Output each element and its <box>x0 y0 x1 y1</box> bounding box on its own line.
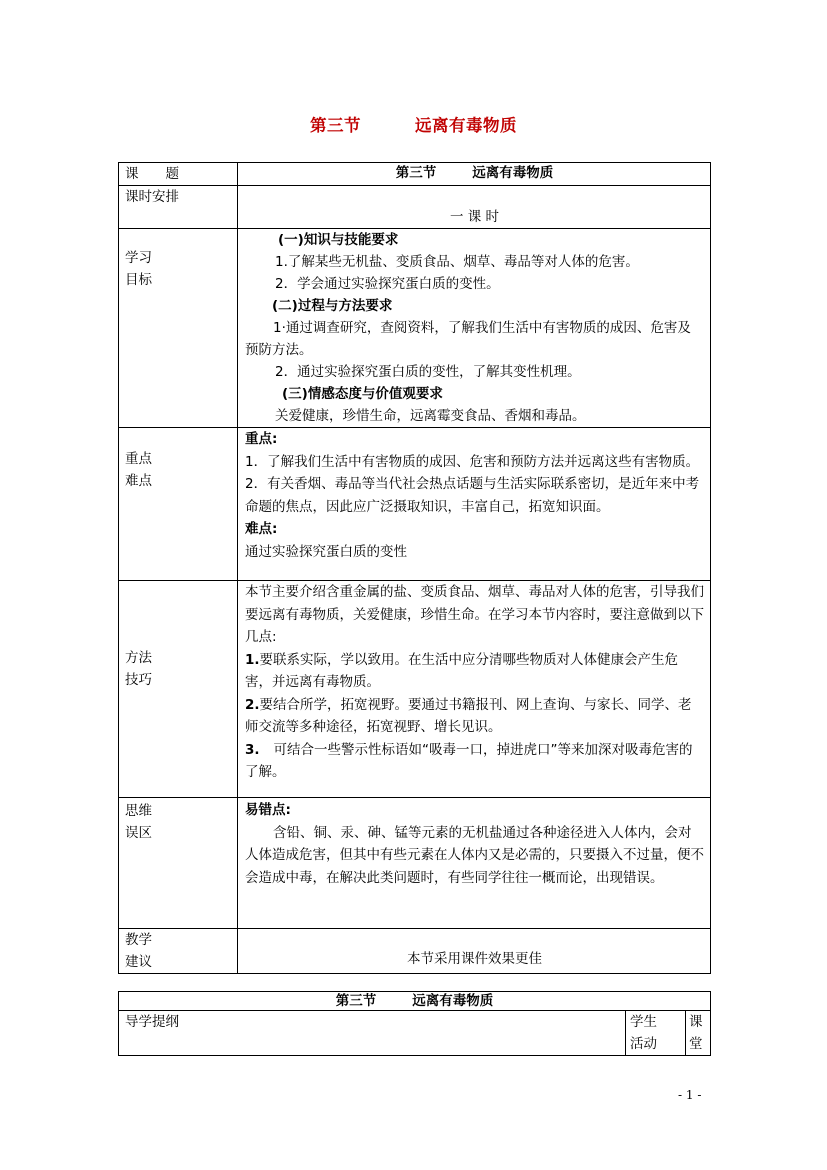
objectives-heading-2: (二)过程与方法要求 <box>272 298 393 314</box>
guide-title-row <box>119 992 711 1011</box>
methods-item-1 <box>245 649 704 694</box>
methods-label <box>119 581 238 798</box>
title-topic: 远离有毒物质 <box>415 116 517 135</box>
guide-title-section: 第三节 <box>335 993 377 1009</box>
objectives-line-2: 2．学会通过实验探究蛋白质的变性。 <box>275 276 500 292</box>
objectives-line-3: 1·通过调查研究，查阅资料，了解我们生活中有害物质的成因、危害及预防方法。 <box>245 320 691 358</box>
objectives-heading-3: (三)情感态度与价值观要求 <box>282 386 443 402</box>
mistakes-heading: 易错点: <box>245 802 291 818</box>
objectives-label-1: 学习 <box>125 250 152 266</box>
advice-content <box>238 929 711 974</box>
guide-student-2: 活动 <box>630 1036 657 1052</box>
objectives-heading-1: (一)知识与技能要求 <box>278 232 399 248</box>
methods-item-1-text: 要联系实际，学以致用。在生活中应分清哪些物质对人体健康会产生危害，并远离有毒物质。 <box>245 651 679 690</box>
schedule-text: 一 课 时 <box>449 209 500 225</box>
schedule-value <box>238 186 711 229</box>
methods-item-2-number: 2. <box>245 696 260 713</box>
objectives-label-2: 目标 <box>125 272 152 288</box>
methods-item-2 <box>245 694 704 739</box>
objectives-line-5: 关爱健康，珍惜生命，远离霉变食品、香烟和毒品。 <box>275 408 586 424</box>
guide-title <box>119 992 711 1011</box>
methods-item-2-text: 要结合所学，拓宽视野。要通过书籍报刊、网上查询、与家长、同学、老师交流等多种途径，拓宽视野、增长见识。 <box>245 696 692 735</box>
methods-label-2: 技巧 <box>125 672 152 688</box>
methods-intro: 本节主要介绍含重金属的盐、变质食品、烟草、毒品对人体的危害，引导我们要远离有毒物质，关爱健康，珍惜生命。在学习本节内容时，要注意做到以下几点: <box>245 584 704 645</box>
mistakes-label <box>119 798 238 929</box>
page-title <box>0 112 827 136</box>
guide-outline: 导学提纲 <box>119 1011 626 1056</box>
guide-student-activity <box>626 1011 686 1056</box>
keypoints-heading: 重点: <box>245 431 278 447</box>
row-schedule <box>119 186 711 229</box>
difficulty-point: 通过实验探究蛋白质的变性 <box>245 543 407 560</box>
row-advice <box>119 929 711 974</box>
keypoints-label <box>119 428 238 581</box>
topic-section: 第三节 <box>395 165 437 181</box>
keypoints-content <box>238 428 711 581</box>
keypoints-label-2: 难点 <box>125 473 152 489</box>
advice-label <box>119 929 238 974</box>
guide-classroom <box>686 1011 711 1056</box>
objectives-line-1: 1.了解某些无机盐、变质食品、烟草、毒品等对人体的危害。 <box>275 254 639 270</box>
title-section: 第三节 <box>310 116 361 135</box>
mistakes-label-2: 误区 <box>125 825 152 841</box>
methods-content <box>238 581 711 798</box>
mistakes-label-1: 思维 <box>125 803 152 819</box>
row-topic <box>119 163 711 186</box>
methods-item-1-number: 1. <box>245 651 260 668</box>
methods-item-3-text: 可结合一些警示性标语如“吸毒一口，掉进虎口”等来加深对吸毒危害的了解。 <box>245 741 693 780</box>
guide-class-1: 课 <box>689 1014 703 1030</box>
mistakes-text: 含铅、铜、汞、砷、锰等元素的无机盐通过各种途径进入人体内，会对人体造成危害，但其中有些元素在人体内又是必需的，只要摄入不过量，便不会造成中毒，在解决此类问题时，有些同学往往一概而论，出现错误。 <box>245 824 704 886</box>
row-objectives <box>119 229 711 428</box>
advice-label-2: 建议 <box>125 954 152 970</box>
guide-student-1: 学生 <box>630 1014 657 1030</box>
row-keypoints <box>119 428 711 581</box>
objectives-content <box>238 229 711 428</box>
objectives-line-4: 2．通过实验探究蛋白质的变性，了解其变性机理。 <box>275 364 581 380</box>
keypoints-point-2: 2．有关香烟、毒品等当代社会热点话题与生活实际联系密切，是近年来中考命题的焦点，因此应广泛摄取知识，丰富自己，拓宽知识面。 <box>245 476 700 515</box>
guide-header-row <box>119 1011 711 1056</box>
schedule-label: 课时安排 <box>119 186 238 229</box>
keypoints-label-1: 重点 <box>125 451 152 467</box>
methods-item-3-number: 3. <box>245 741 260 758</box>
difficulty-heading: 难点: <box>245 521 278 537</box>
row-mistakes <box>119 798 711 929</box>
guide-class-2: 堂 <box>689 1036 703 1052</box>
topic-value <box>238 163 711 186</box>
page-number: - 1 - <box>678 1088 702 1102</box>
methods-label-1: 方法 <box>125 650 152 666</box>
objectives-label <box>119 229 238 428</box>
row-methods <box>119 581 711 798</box>
topic-name: 远离有毒物质 <box>472 165 554 181</box>
guide-table <box>118 991 711 1056</box>
advice-text: 本节采用课件效果更佳 <box>407 951 542 967</box>
lesson-plan-table <box>118 162 711 974</box>
methods-item-3 <box>245 739 704 784</box>
advice-label-1: 教学 <box>125 932 152 948</box>
mistakes-content <box>238 798 711 929</box>
keypoints-point-1: 1．了解我们生活中有害物质的成因、危害和预防方法并远离这些有害物质。 <box>245 453 700 470</box>
guide-title-topic: 远离有毒物质 <box>412 993 494 1009</box>
topic-label: 课 题 <box>119 163 238 186</box>
